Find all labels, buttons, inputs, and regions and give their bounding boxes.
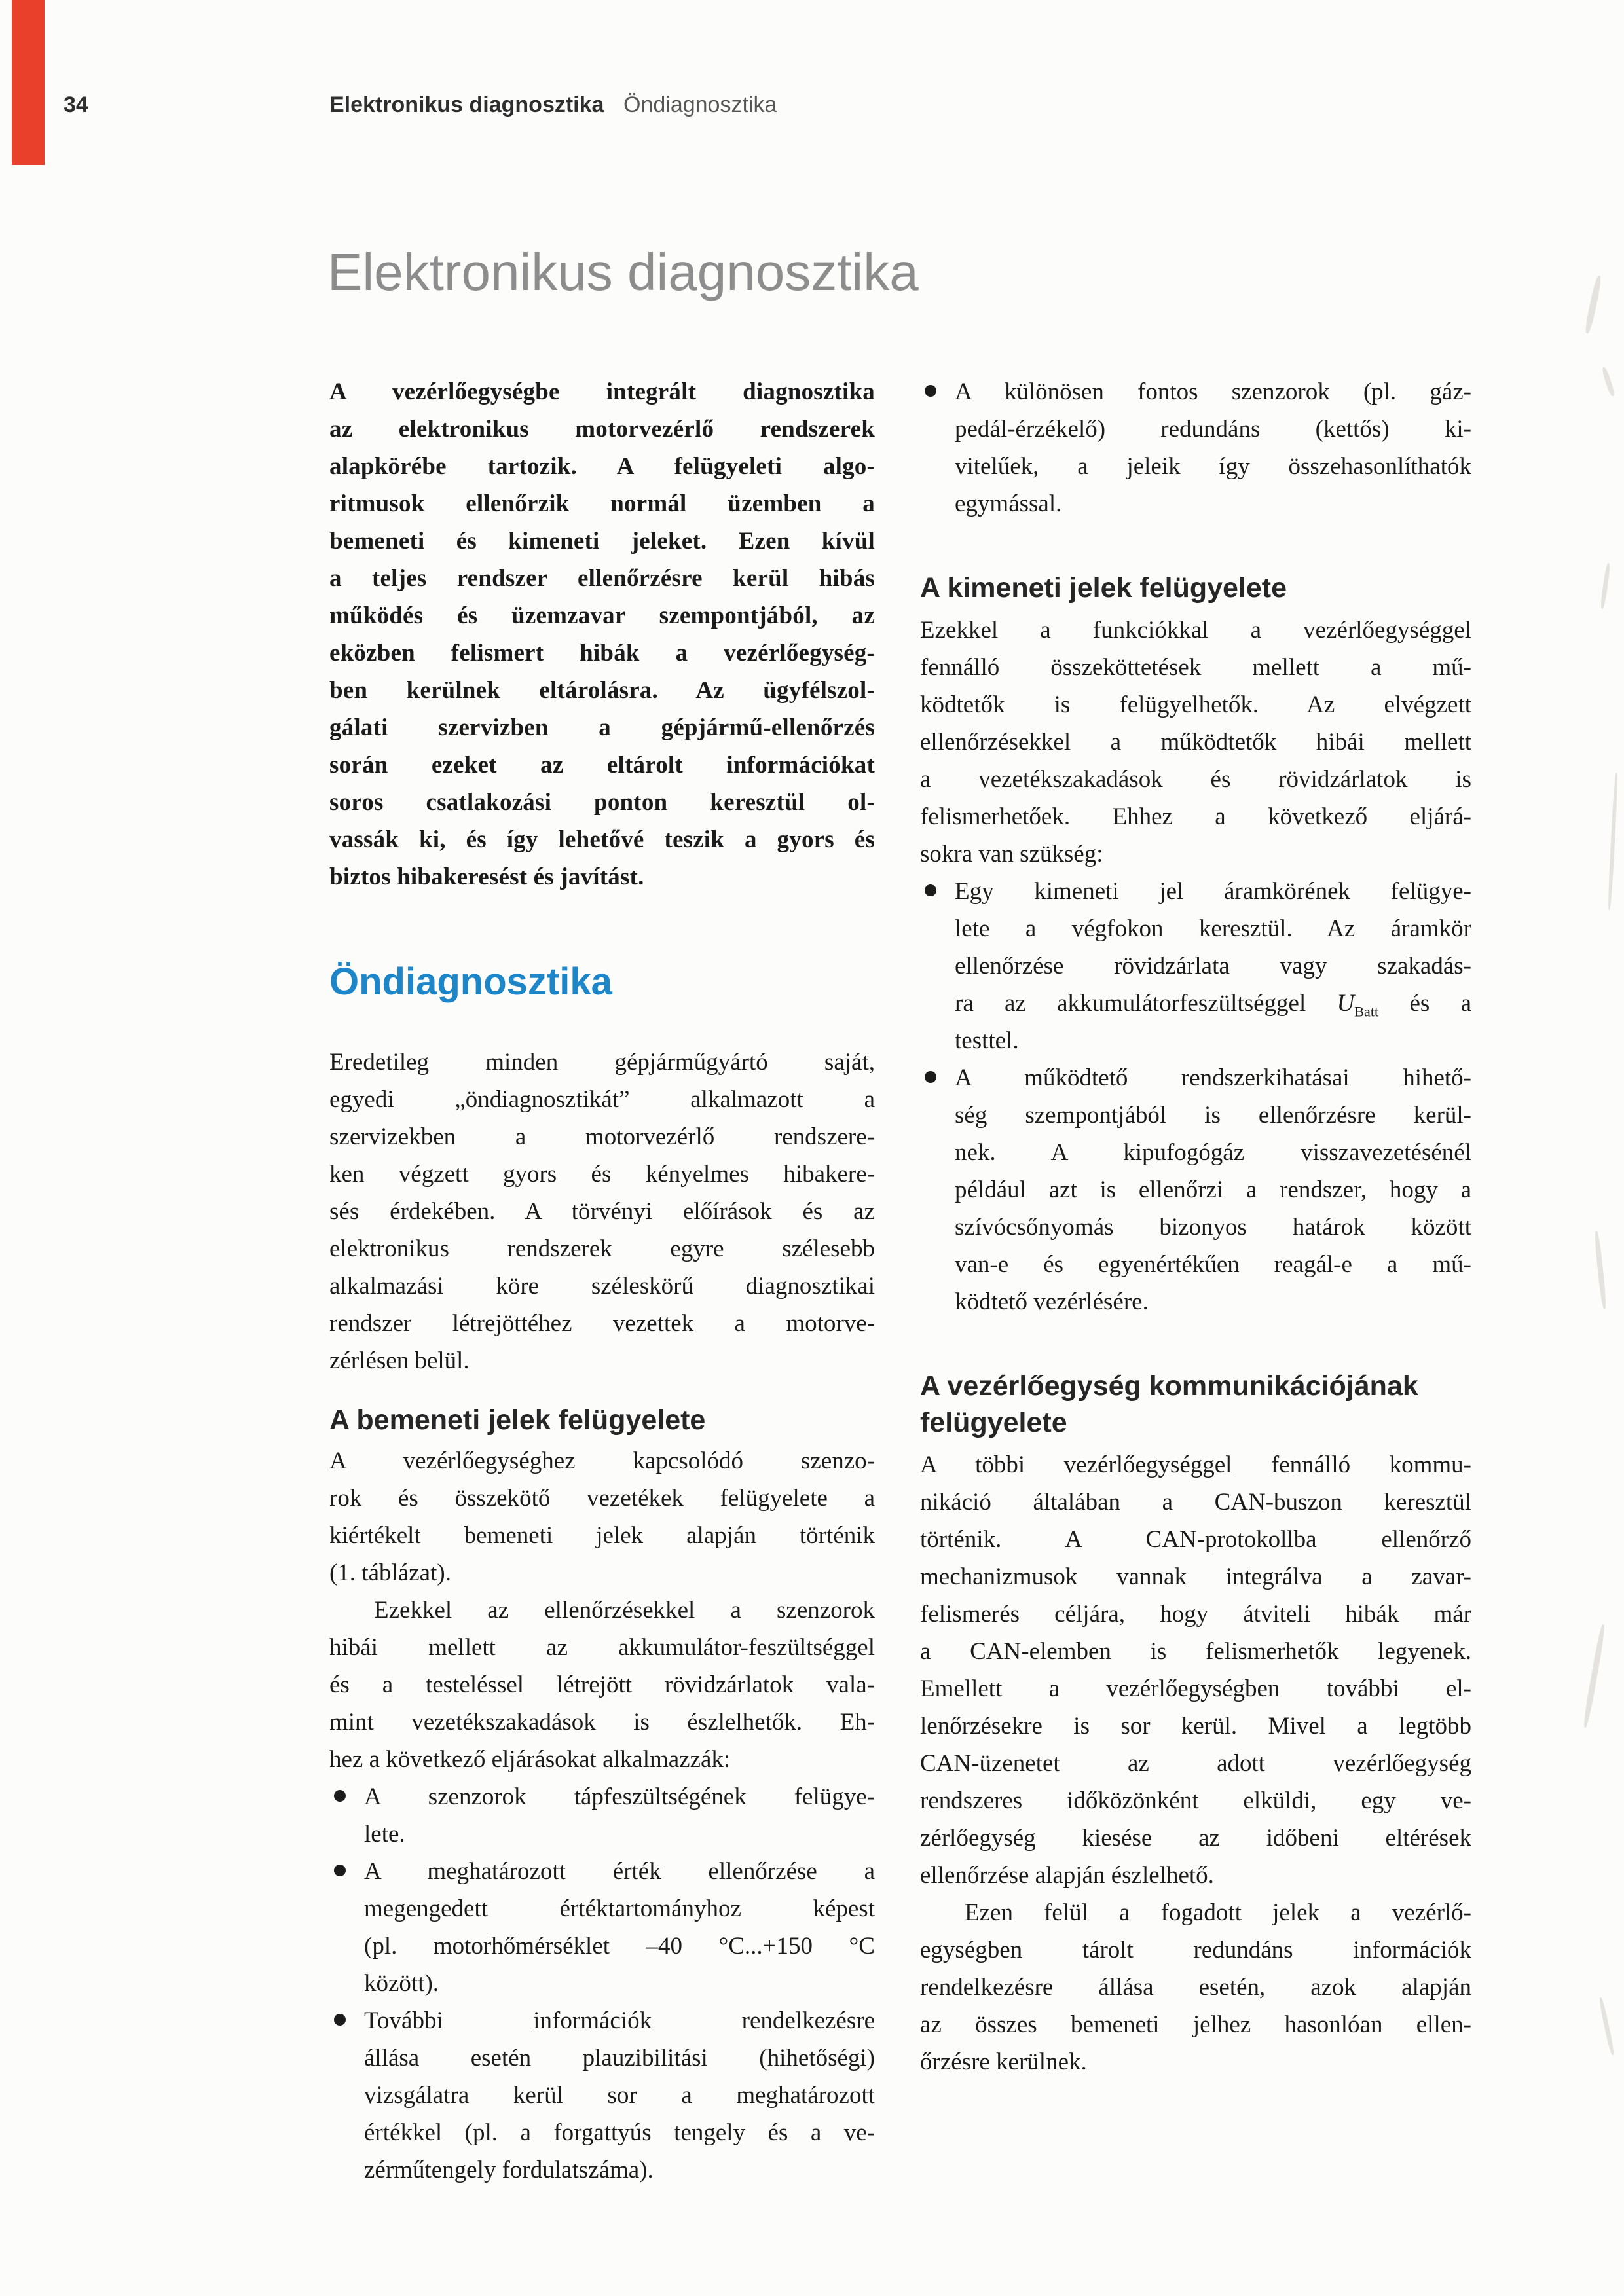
text-line: További információk rendelkezésre <box>364 2007 875 2034</box>
text-line: vizsgálatra kerül sor a meghatározott <box>364 2082 875 2109</box>
right-text-column <box>920 373 1471 2081</box>
bullet-item <box>920 1059 1471 1321</box>
heading-line: A vezérlőegység kommunikációjának <box>920 1370 1418 1402</box>
text-line: biztos hibakeresést és javítást. <box>329 864 644 890</box>
text-line: kiértékelt bemeneti jelek alapján történik <box>329 1522 875 1549</box>
text-line: Ezen felül a fogadott jelek a vezérlő- <box>965 1899 1471 1926</box>
text-line: eközben felismert hibák a vezérlőegység- <box>329 640 875 666</box>
text-line: között). <box>364 1970 439 1997</box>
text-line: mint vezetékszakadások is észlelhetők. Eh- <box>329 1709 875 1736</box>
text-line: sokra van szükség: <box>920 841 1103 867</box>
section-heading <box>920 570 1471 606</box>
scan-artifact <box>1594 1231 1607 1309</box>
text-line: mechanizmusok vannak integrálva a zavar- <box>920 1563 1471 1590</box>
text-line: Egy kimeneti jel áramkörének felügye- <box>955 878 1471 905</box>
section-heading <box>920 1368 1471 1441</box>
bullet-icon <box>925 385 936 397</box>
text-line: Ezekkel az ellenőrzésekkel a szenzorok <box>374 1597 875 1624</box>
text-line: egymással. <box>955 490 1062 517</box>
text-line: zérlésen belül. <box>329 1347 470 1374</box>
text-line: ra az akkumulátorfeszültséggel $U_{Batt}$ és a <box>955 990 1471 1020</box>
text-line: felismerés céljára, hogy átviteli hibák már <box>920 1601 1471 1628</box>
scan-artifact <box>1601 367 1615 397</box>
paragraph <box>920 1894 1471 2081</box>
page-corner-red-bar <box>12 0 45 165</box>
text-line: A vezérlőegységbe integrált diagnosztika <box>329 378 875 405</box>
text-line: Eredetileg minden gépjárműgyártó saját, <box>329 1049 875 1076</box>
text-line: hibái mellett az akkumulátor-feszültséggel <box>329 1634 875 1661</box>
left-text-column <box>329 373 875 2189</box>
heading-line: A bemeneti jelek felügyelete <box>329 1404 706 1436</box>
running-header-section: Öndiagnosztika <box>623 92 777 117</box>
bullet-icon <box>925 1071 936 1083</box>
text-line: Emellett a vezérlőegységben további el- <box>920 1675 1471 1702</box>
text-line: vassák ki, és így lehetővé teszik a gyors és <box>329 826 875 853</box>
paragraph <box>920 611 1471 873</box>
bullet-item <box>920 873 1471 1059</box>
text-line: (1. táblázat). <box>329 1559 451 1586</box>
text-line: A működtető rendszerkihatásai hihető- <box>955 1065 1471 1091</box>
heading-line: Öndiagnosztika <box>329 960 612 1003</box>
text-line: testtel. <box>955 1027 1019 1054</box>
text-line: a vezetékszakadások és rövidzárlatok is <box>920 766 1471 793</box>
text-line: CAN-üzenetet az adott vezérlőegység <box>920 1750 1471 1777</box>
text-line: rendszeres időközönként elküldi, egy ve- <box>920 1787 1471 1814</box>
text-line: állása esetén plauzibilitási (hihetőségi) <box>364 2045 875 2071</box>
text-line: ellenőrzésekkel a működtetők hibái mellett <box>920 729 1471 756</box>
text-line: nikáció általában a CAN-buszon keresztül <box>920 1489 1471 1516</box>
text-line: működés és üzemzavar szempontjából, az <box>329 602 875 629</box>
bullet-icon <box>334 1790 346 1802</box>
scan-artifact <box>1600 563 1611 609</box>
text-line: Ezekkel a funkciókkal a vezérlőegységgel <box>920 617 1471 644</box>
text-line: ellenőrzése rövidzárlata vagy szakadás- <box>955 953 1471 979</box>
text-line: (pl. motorhőmérséklet –40 °C...+150 °C <box>364 1933 875 1959</box>
paragraph <box>329 1044 875 1379</box>
text-line: nek. A kipufogógáz visszavezetésénél <box>955 1139 1471 1166</box>
text-line: ellenőrzése alapján észlelhető. <box>920 1862 1214 1889</box>
text-line: zérműtengely fordulatszáma). <box>364 2157 654 2183</box>
text-line: vitelűek, a jeleik így összehasonlíthatók <box>955 453 1471 480</box>
section-heading <box>329 1402 875 1438</box>
text-line: A többi vezérlőegységgel fennálló kommu- <box>920 1451 1471 1478</box>
text-line: elektronikus rendszerek egyre szélesebb <box>329 1235 875 1262</box>
running-header-chapter: Elektronikus diagnosztika <box>329 92 604 117</box>
text-line: történik. A CAN-protokollba ellenőrző <box>920 1526 1471 1553</box>
text-line: alkalmazási köre széleskörű diagnosztikai <box>329 1273 875 1300</box>
text-line: lenőrzésekre is sor kerül. Mivel a legtöbb <box>920 1713 1471 1740</box>
text-line: ben kerülnek eltárolásra. Az ügyfélszol- <box>329 677 875 704</box>
heading-line: A kimeneti jelek felügyelete <box>920 572 1287 604</box>
text-line: alapkörébe tartozik. A felügyeleti algo- <box>329 453 875 480</box>
scan-artifact <box>1584 275 1602 334</box>
chapter-subheading <box>329 961 875 1003</box>
text-line: lete. <box>364 1821 405 1848</box>
text-line: sés érdekében. A törvényi előírások és az <box>329 1198 875 1225</box>
text-line: egyedi „öndiagnosztikát” alkalmazott a <box>329 1086 875 1113</box>
text-line: soros csatlakozási ponton keresztül ol- <box>329 789 875 816</box>
bullet-icon <box>334 1865 346 1876</box>
text-line: A meghatározott érték ellenőrzése a <box>364 1858 875 1885</box>
text-line: rendszer létrejöttéhez vezettek a motorve- <box>329 1310 875 1337</box>
bullet-icon <box>925 884 936 896</box>
text-line: szervizekben a motorvezérlő rendszere- <box>329 1123 875 1150</box>
text-line: ség szempontjából is ellenőrzésre kerül- <box>955 1102 1471 1129</box>
text-line: rok és összekötő vezetékek felügyelete a <box>329 1485 875 1512</box>
bullet-item <box>329 1778 875 1853</box>
bullet-item <box>329 1853 875 2002</box>
scan-artifact <box>1582 1624 1606 1728</box>
text-line: ködtetők is felügyelhetők. Az elvégzett <box>920 691 1471 718</box>
bullet-item <box>329 2002 875 2189</box>
text-line: van-e és egyenértékűen reagál-e a mű- <box>955 1251 1471 1278</box>
text-line: bemeneti és kimeneti jeleket. Ezen kívül <box>329 528 875 555</box>
text-line: zérlőegység kiesése az időbeni eltérések <box>920 1825 1471 1851</box>
text-line: pedál-érzékelő) redundáns (kettős) ki- <box>955 416 1471 443</box>
page-number: 34 <box>64 92 88 117</box>
scan-artifact <box>1608 773 1619 910</box>
chapter-title: Elektronikus diagnosztika <box>327 243 919 301</box>
text-line: A szenzorok tápfeszültségének felügye- <box>364 1783 875 1810</box>
text-line: a CAN-elemben is felismerhetők legyenek. <box>920 1638 1471 1665</box>
text-line: ritmusok ellenőrzik normál üzemben a <box>329 490 875 517</box>
text-line: például azt is ellenőrzi a rendszer, hogy a <box>955 1176 1471 1203</box>
text-line: felismerhetőek. Ehhez a következő eljárá- <box>920 803 1471 830</box>
bullet-item <box>920 373 1471 522</box>
paragraph <box>920 1446 1471 1894</box>
text-line: megengedett értéktartományhoz képest <box>364 1895 875 1922</box>
text-line: lete a végfokon keresztül. Az áramkör <box>955 915 1471 942</box>
text-line: értékkel (pl. a forgattyús tengely és a ve- <box>364 2119 875 2146</box>
paragraph <box>329 373 875 896</box>
text-line: fennálló összeköttetések mellett a mű- <box>920 654 1471 681</box>
heading-line: felügyelete <box>920 1407 1067 1438</box>
text-line: egységben tárolt redundáns információk <box>920 1937 1471 1963</box>
text-line: során ezeket az eltárolt információkat <box>329 752 875 778</box>
u-batt-symbol: $U_{Batt}$ <box>1337 990 1379 1020</box>
paragraph <box>329 1592 875 1778</box>
text-line: szívócsőnyomás bizonyos határok között <box>955 1214 1471 1241</box>
text-line: és a testeléssel létrejött rövidzárlatok vala- <box>329 1671 875 1698</box>
text-line: hez a következő eljárásokat alkalmazzák: <box>329 1746 731 1773</box>
text-line: gálati szervizben a gépjármű-ellenőrzés <box>329 714 875 741</box>
text-line: rendelkezésre állása esetén, azok alapján <box>920 1974 1471 2001</box>
text-line: őrzésre kerülnek. <box>920 2049 1087 2075</box>
paragraph <box>329 1442 875 1592</box>
scan-artifact <box>1598 1997 1615 2055</box>
text-line: ken végzett gyors és kényelmes hibakere- <box>329 1161 875 1188</box>
text-line: A különösen fontos szenzorok (pl. gáz- <box>955 378 1471 405</box>
bullet-icon <box>334 2014 346 2026</box>
text-line: az elektronikus motorvezérlő rendszerek <box>329 416 875 443</box>
text-line: a teljes rendszer ellenőrzésre kerül hibás <box>329 565 875 592</box>
text-line: A vezérlőegységhez kapcsolódó szenzo- <box>329 1448 875 1474</box>
text-line: az összes bemeneti jelhez hasonlóan ellen- <box>920 2011 1471 2038</box>
text-line: ködtető vezérlésére. <box>955 1288 1149 1315</box>
